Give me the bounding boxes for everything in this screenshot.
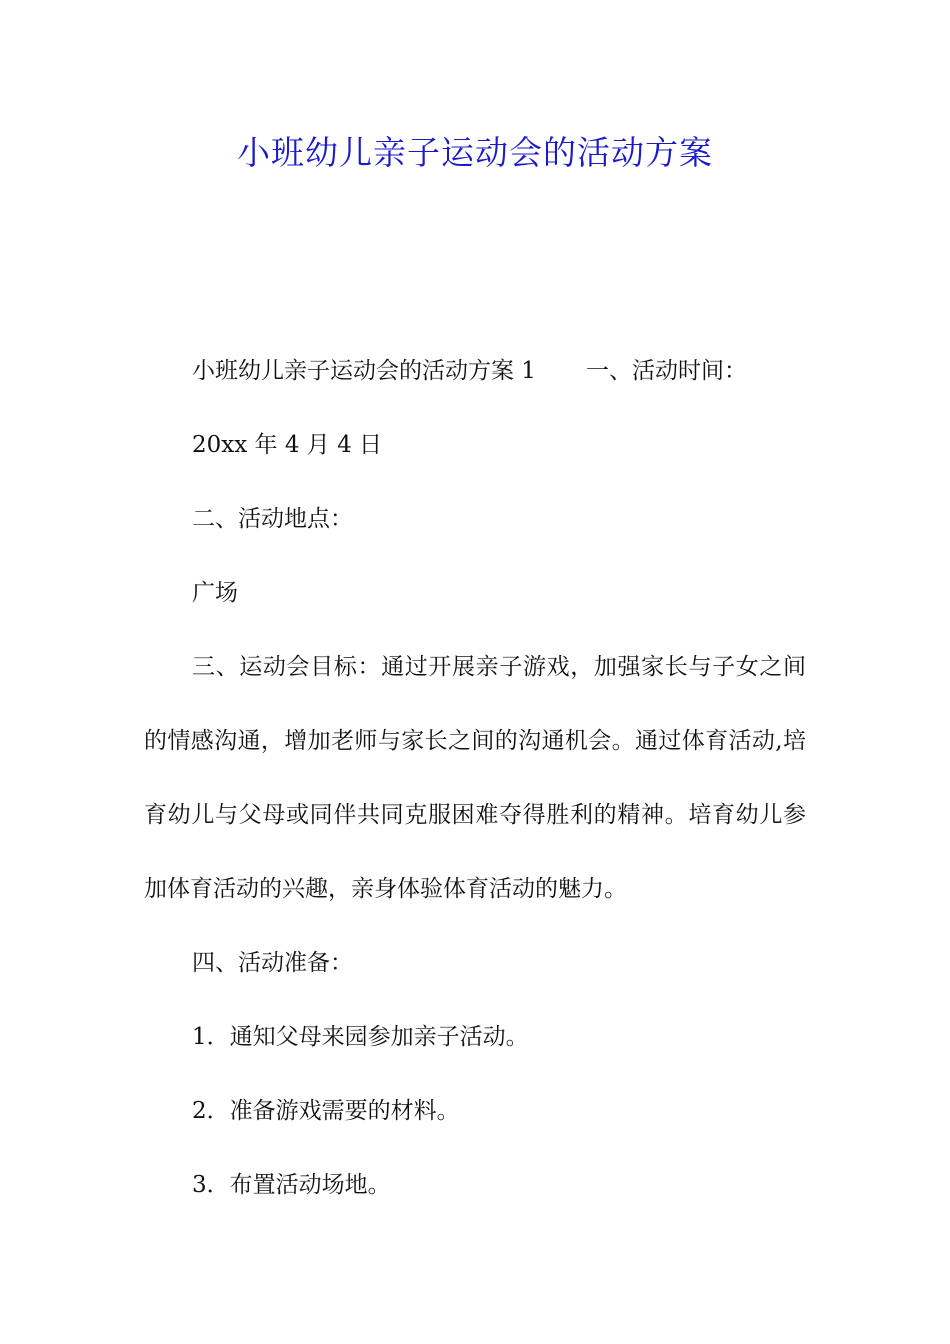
plan-heading-line: [144, 334, 806, 408]
prep-item-1: 1．通知父母来园参加亲子活动。: [192, 1024, 529, 1050]
section-4-heading: 四、活动准备：: [192, 950, 353, 976]
document-body: [144, 334, 806, 1222]
prep-item-3: 3．布置活动场地。: [192, 1172, 391, 1198]
document-title: 小班幼儿亲子运动会的活动方案: [237, 133, 713, 172]
activity-date: 20xx 年 4 月 4 日: [192, 432, 383, 458]
section-2-heading: 二、活动地点：: [192, 506, 353, 532]
activity-location: 广场: [192, 580, 238, 606]
prep-item-2: 2．准备游戏需要的材料。: [192, 1098, 460, 1124]
plan-heading: 小班幼儿亲子运动会的活动方案 1: [192, 358, 536, 384]
section-3-paragraph: 三、运动会目标：通过开展亲子游戏，加强家长与子女之间的情感沟通，增加老师与家长之间的沟通机会。通过体育活动,培育幼儿与父母或同伴共同克服困难夺得胜利的精神。培育幼儿参加体育活动的兴趣，亲身体验体育活动的魅力。: [144, 654, 806, 902]
section-1-heading: 一、活动时间：: [585, 358, 747, 384]
